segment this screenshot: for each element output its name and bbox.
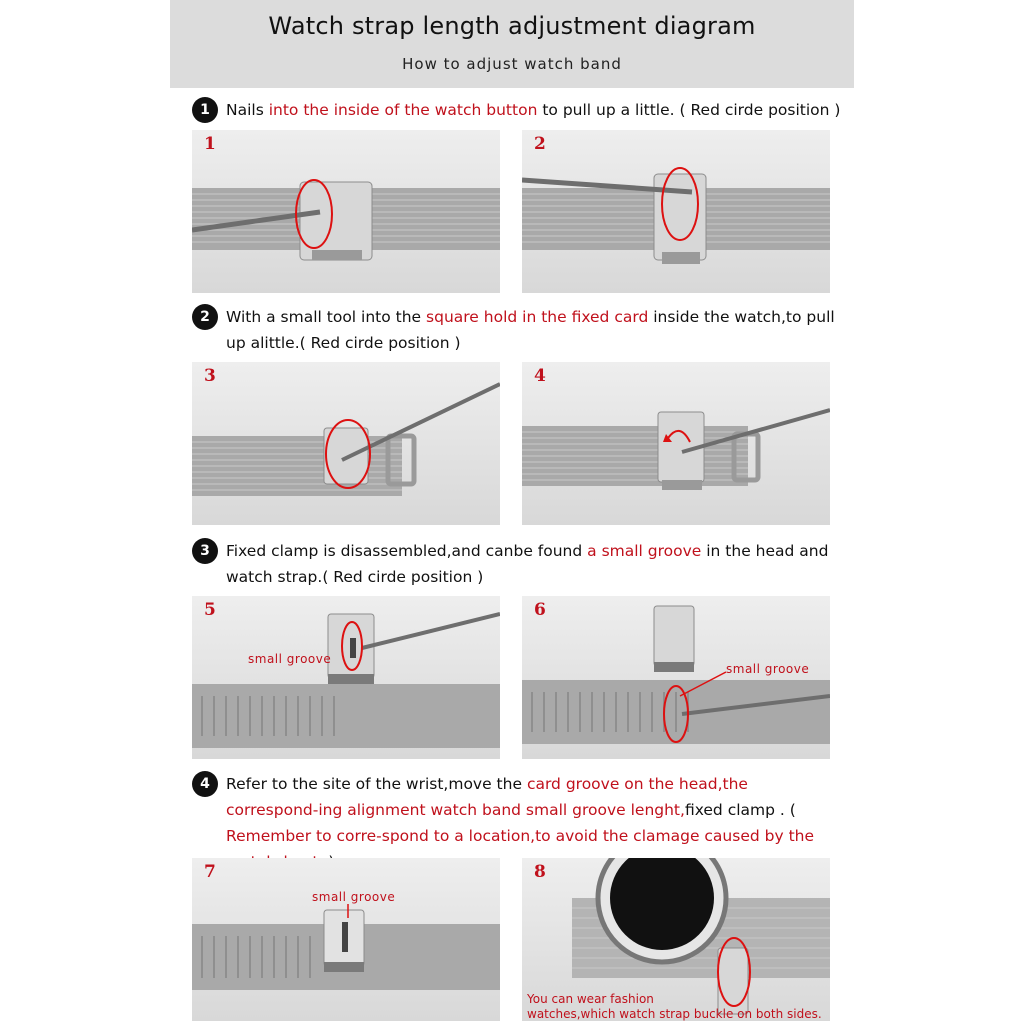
- step-text-segment: inside the watch,to pull up alittle.( Red cirde position ): [226, 308, 835, 352]
- photo-3: [192, 362, 500, 525]
- page-subtitle: How to adjust watch band: [402, 55, 622, 73]
- step-number-badge: 4: [192, 771, 218, 797]
- step-text-segment: fixed clamp . (: [684, 801, 796, 819]
- photo-8-caption: [527, 992, 822, 1021]
- photo-number: 4: [534, 366, 546, 386]
- small-groove-label: small groove: [248, 652, 332, 666]
- step-text-segment: to pull up a little. ( Red cirde position ): [537, 101, 841, 119]
- photo-8: [522, 858, 830, 1021]
- photo-7-illustration: [192, 858, 500, 1021]
- photo-5-illustration: [192, 596, 500, 759]
- photo-7: [192, 858, 500, 1021]
- photo-4: [522, 362, 830, 525]
- step-text: [226, 97, 842, 123]
- photo-1-illustration: [192, 130, 500, 293]
- photo-1: [192, 130, 500, 293]
- step-1-instruction: [192, 97, 842, 123]
- photo-3-illustration: [192, 362, 500, 525]
- step-text-highlight: card groove on the head,the correspond-ing alignment watch band small groove lenght,: [226, 775, 748, 819]
- photo-8-caption-line-2: watches,which watch strap buckle on both sides.: [527, 1007, 822, 1021]
- photo-2-illustration: [522, 130, 830, 293]
- photo-4-illustration: [522, 362, 830, 525]
- step-number-badge: 1: [192, 97, 218, 123]
- step-3-instruction: [192, 538, 842, 590]
- photo-number: 7: [204, 862, 216, 882]
- step-2-instruction: [192, 304, 842, 356]
- photo-number: 8: [534, 862, 546, 882]
- photo-number: 6: [534, 600, 546, 620]
- step-text-highlight: square hold in the fixed card: [426, 308, 649, 326]
- photo-number: 5: [204, 600, 216, 620]
- step-text-highlight: Remember to corre-spond to a location,to avoid the clamage caused by the: [226, 827, 815, 845]
- photo-number: 1: [204, 134, 216, 154]
- photo-6: [522, 596, 830, 759]
- photo-number: 3: [204, 366, 216, 386]
- step-text: [226, 538, 842, 590]
- step-text-highlight: a small groove: [587, 542, 702, 560]
- page-title: Watch strap length adjustment diagram: [268, 12, 756, 40]
- step-text-segment: Fixed clamp is disassembled,and canbe found: [226, 542, 588, 560]
- small-groove-label: small groove: [312, 890, 396, 904]
- step-text-segment: in the head and watch strap.( Red cirde position ): [226, 542, 829, 586]
- step-text-segment: Nails: [226, 101, 269, 119]
- step-text-segment: Refer to the site of the wrist,move the: [226, 775, 527, 793]
- header-banner: [170, 0, 854, 88]
- photo-8-caption-line-1: You can wear fashion: [527, 992, 654, 1006]
- step-number-badge: 2: [192, 304, 218, 330]
- photo-2: [522, 130, 830, 293]
- photo-5: [192, 596, 500, 759]
- step-text: [226, 304, 842, 356]
- photo-number: 2: [534, 134, 546, 154]
- step-text-highlight: into the inside of the watch button: [268, 101, 538, 119]
- small-groove-label: small groove: [726, 662, 810, 676]
- step-number-badge: 3: [192, 538, 218, 564]
- photo-6-illustration: [522, 596, 830, 759]
- step-text-segment: With a small tool into the: [226, 308, 427, 326]
